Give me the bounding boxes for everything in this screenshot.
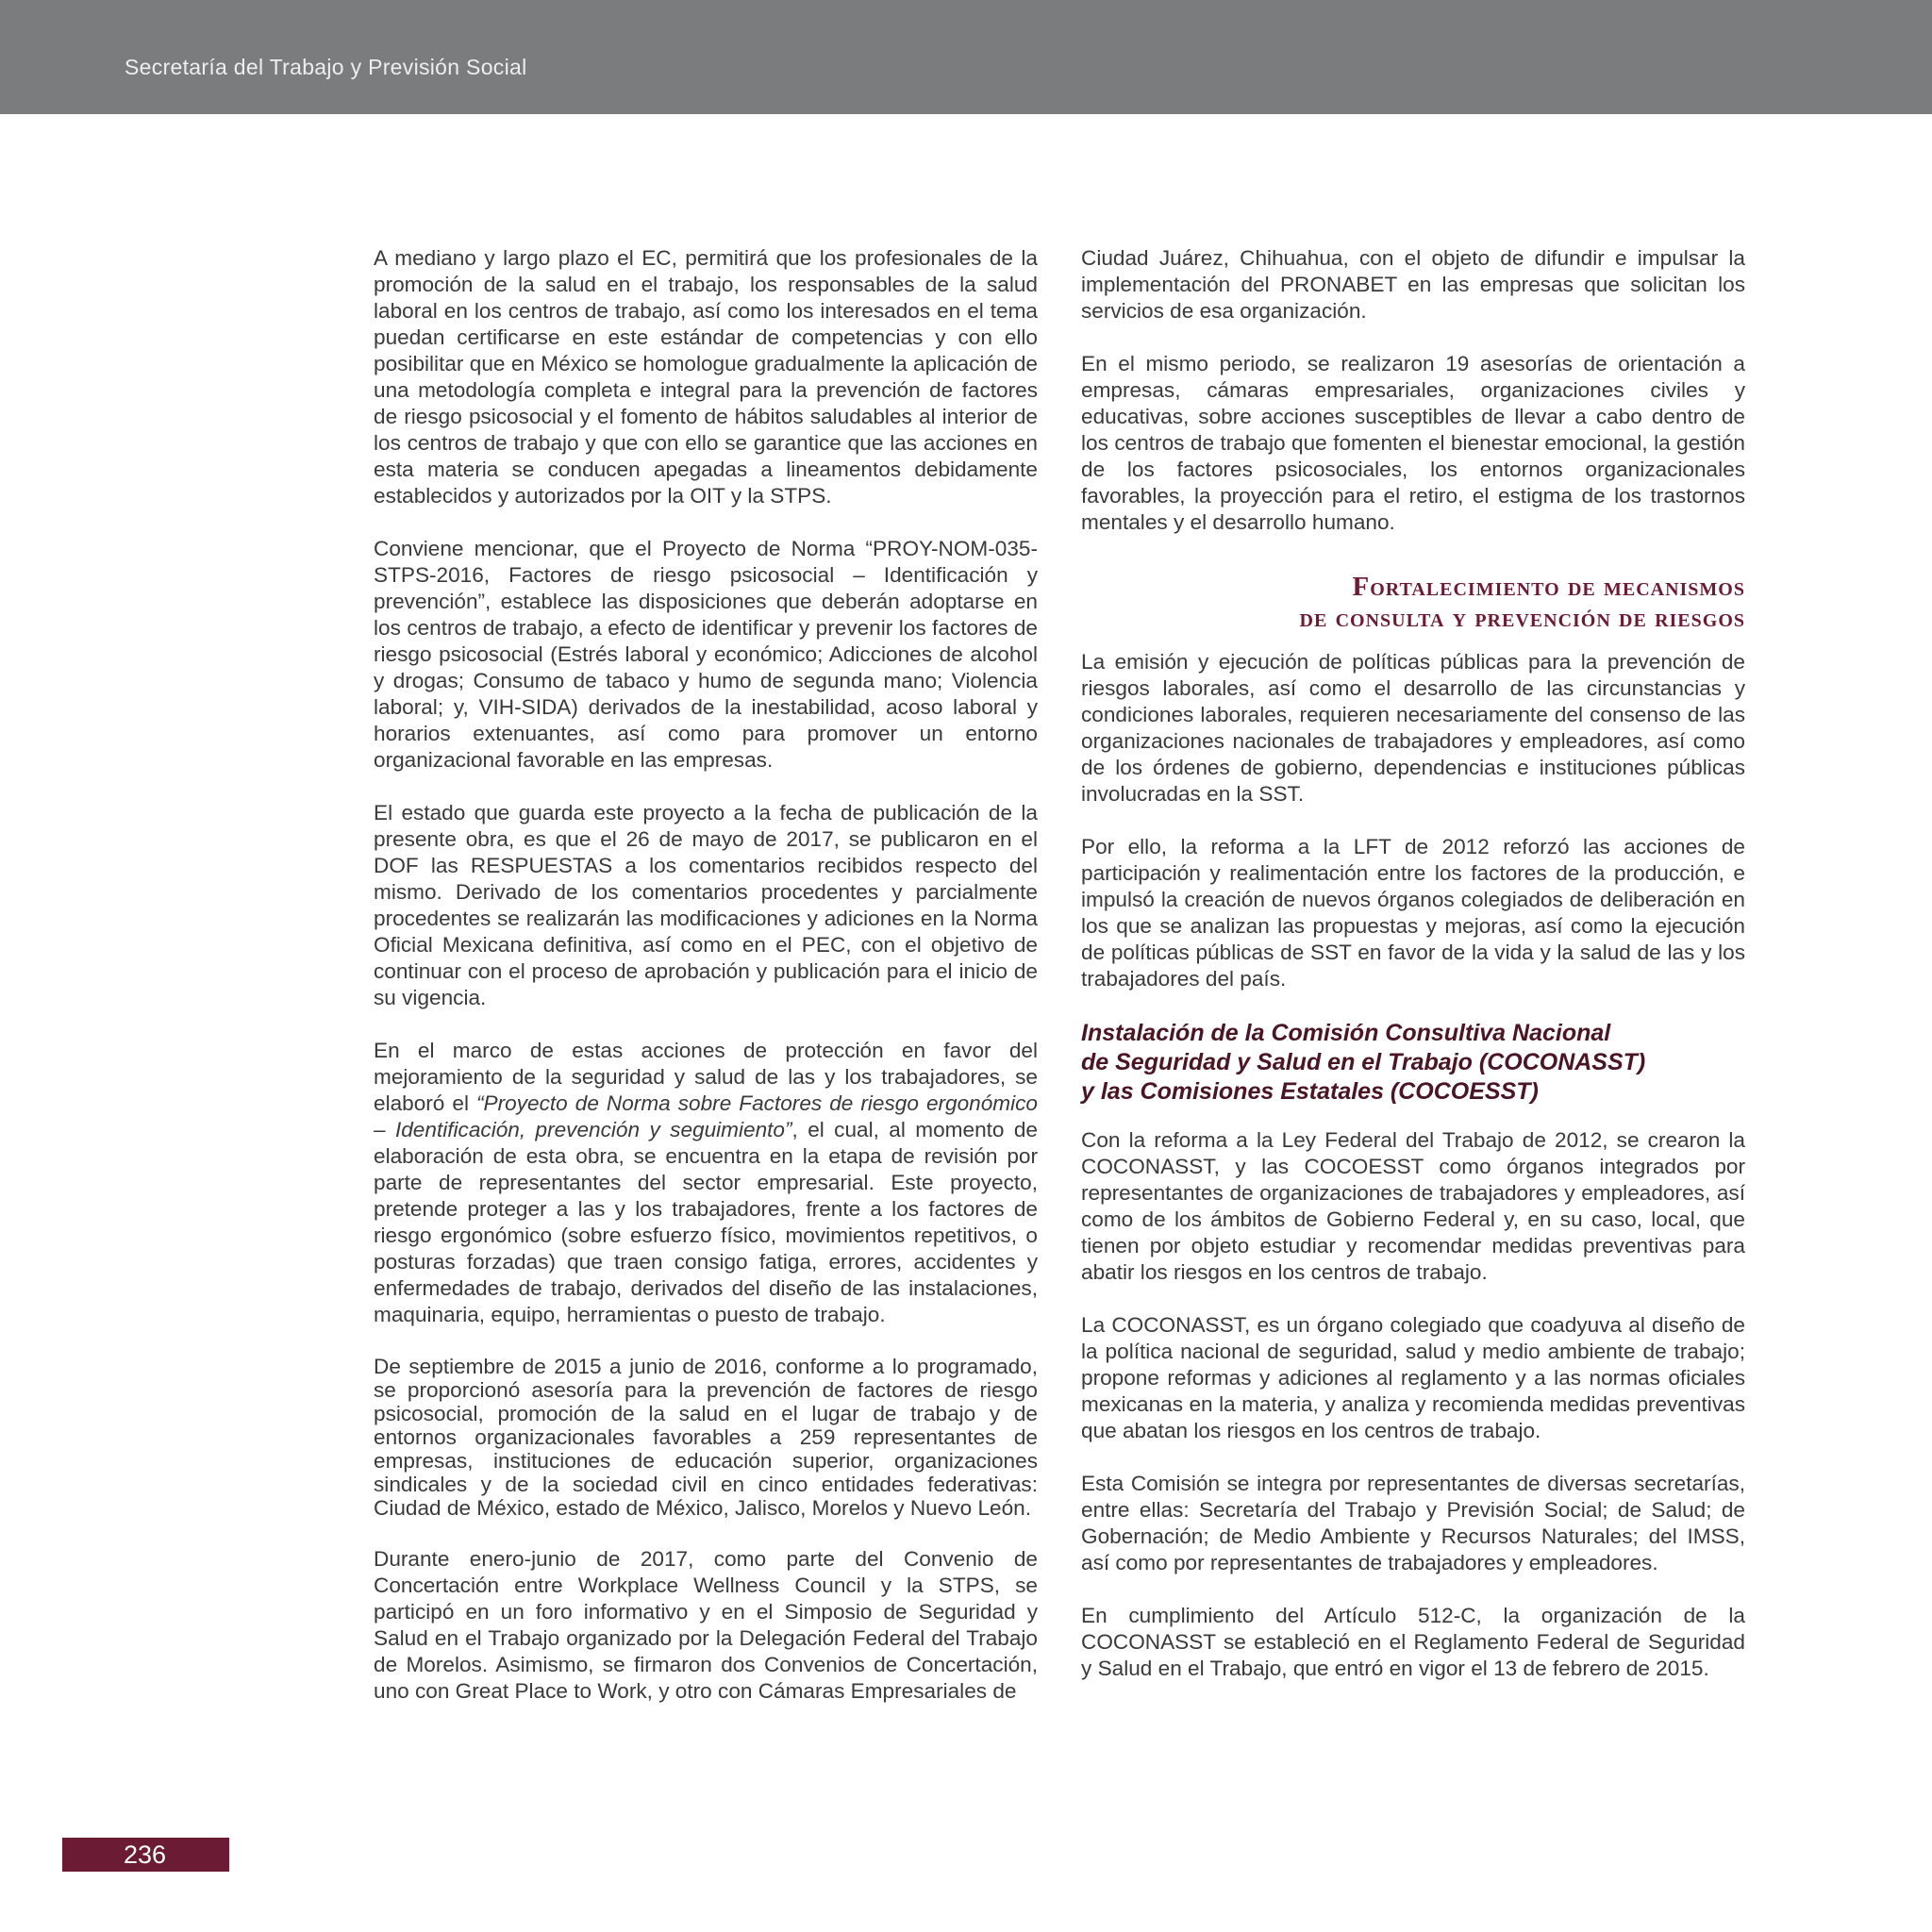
- paragraph: La emisión y ejecución de políticas públicas para la prevención de riesgos laborales, así como el desarrollo de las circunstancias y condiciones laborales, requieren necesariamente del consenso de las organizaciones nacionales de trabajadores y empleadores, así como de los órdenes de gobierno, dependencias e instituciones públicas involucradas en la SST.: [1081, 650, 1745, 806]
- paragraph: A mediano y largo plazo el EC, permitirá que los profesionales de la promoción de la salud en el trabajo, los responsables de la salud laboral en los centros de trabajo, así como los interesados en el tema puedan certificarse en este estándar de competencias y con ello posibilitar que en México se homologue gradualmente la aplicación de una metodología completa e integral para la prevención de factores de riesgo psicosocial y el fomento de hábitos saludables al interior de los centros de trabajo y que con ello se garantice que las acciones en esta materia se conducen apegadas a lineamentos debidamente establecidos y autorizados por la OIT y la STPS.: [374, 246, 1038, 508]
- paragraph: Por ello, la reforma a la LFT de 2012 reforzó las acciones de participación y realimentación entre los factores de la producción, e impulsó la creación de nuevos órganos colegiados de deliberación en los que se analizan las propuestas y mejoras, así como la ejecución de políticas públicas de SST en favor de la vida y la salud de las y los trabajadores del país.: [1081, 835, 1745, 991]
- section-title-line: de consulta y prevención de riesgos: [1299, 603, 1745, 633]
- paragraph: [374, 1038, 1038, 1328]
- subsection-title: [1081, 1019, 1745, 1107]
- paragraph-text: , el cual, al momento de elaboración de esta obra, se encuentra en la etapa de revisión por parte de representantes del sector empresarial. Este proyecto, pretende proteger a las y los trabajadores, frente a los factores de riesgo ergonómico (sobre esfuerzo físico, movimientos repetitivos, o posturas forzadas) que traen consigo fatiga, errores, accidentes y enfermedades de trabajo, derivados del diseño de las instalaciones, maquinaria, equipo, herramientas o puesto de trabajo.: [374, 1118, 1039, 1326]
- right-column: [1081, 245, 1745, 1708]
- paragraph: Durante enero-junio de 2017, como parte del Convenio de Concertación entre Workplace Wellness Council y la STPS, se participó en un foro informativo y en el Simposio de Seguridad y Salud en el Trabajo organizado por la Delegación Federal del Trabajo de Morelos. Asimismo, se firmaron dos Convenios de Concertación, uno con Great Place to Work, y otro con Cámaras Empresariales de: [374, 1547, 1038, 1703]
- header-title: Secretaría del Trabajo y Previsión Social: [125, 55, 527, 79]
- paragraph: La COCONASST, es un órgano colegiado que coadyuva al diseño de la política nacional de seguridad, salud y medio ambiente de trabajo; propone reformas y adiciones al reglamento y a las normas oficiales mexicanas en la materia, y analiza y recomienda medidas preventivas que abatan los riesgos en los centros de trabajo.: [1081, 1313, 1745, 1442]
- section-title-line: Fortalecimiento de mecanismos: [1352, 572, 1745, 602]
- paragraph: En el mismo periodo, se realizaron 19 asesorías de orientación a empresas, cámaras empresariales, organizaciones civiles y educativas, sobre acciones susceptibles de llevar a cabo dentro de los centros de trabajo que fomenten el bienestar emocional, la gestión de los factores psicosociales, los entornos organizacionales favorables, la proyección para el retiro, el estigma de los trastornos mentales y el desarrollo humano.: [1081, 352, 1745, 534]
- paragraph: Con la reforma a la Ley Federal del Trabajo de 2012, se crearon la COCONASST, y las COCOESST como órganos integrados por representantes de organizaciones de trabajadores y empleadores, así como de los ámbitos de Gobierno Federal y, en su caso, local, que tienen por objeto estudiar y recomendar medidas preventivas para abatir los riesgos en los centros de trabajo.: [1081, 1128, 1745, 1284]
- subsection-title-line: de Seguridad y Salud en el Trabajo (COCONASST): [1081, 1049, 1646, 1075]
- paragraph: Esta Comisión se integra por representantes de diversas secretarías, entre ellas: Secretaría del Trabajo y Previsión Social; de Salud; de Gobernación; de Medio Ambiente y Recursos Naturales; del IMSS, así como por representantes de trabajadores y empleadores.: [1081, 1472, 1745, 1574]
- paragraph-italic-text: “Proyecto de Norma sobre Factores de riesgo ergonómico – Identificación, prevención y seguimiento”: [374, 1091, 1039, 1141]
- paragraph: En cumplimiento del Artículo 512-C, la organización de la COCONASST se estableció en el Reglamento Federal de Seguridad y Salud en el Trabajo, que entró en vigor el 13 de febrero de 2015.: [1081, 1604, 1745, 1680]
- subsection-title-line: Instalación de la Comisión Consultiva Nacional: [1081, 1020, 1611, 1046]
- paragraph: Ciudad Juárez, Chihuahua, con el objeto de difundir e impulsar la implementación del PRONABET en las empresas que solicitan los servicios de esa organización.: [1081, 246, 1745, 323]
- paragraph: El estado que guarda este proyecto a la fecha de publicación de la presente obra, es que el 26 de mayo de 2017, se publicaron en el DOF las RESPUESTAS a los comentarios recibidos respecto del mismo. Derivado de los comentarios procedentes y parcialmente procedentes se realizarán las modificaciones y adiciones en la Norma Oficial Mexicana definitiva, así como en el PEC, con el objetivo de continuar con el proceso de aprobación y publicación para el inicio de su vigencia.: [374, 801, 1038, 1009]
- paragraph: Conviene mencionar, que el Proyecto de Norma “PROY-NOM-035-STPS-2016, Factores de riesgo psicosocial – Identificación y prevención”, establece las disposiciones que deberán adoptarse en los centros de trabajo, a efecto de identificar y prevenir los factores de riesgo psicosocial (Estrés laboral y económico; Adicciones de alcohol y drogas; Consumo de tabaco y humo de segunda mano; Violencia laboral; y, VIH-SIDA) derivados de la inestabilidad, acoso laboral y horarios extenuantes, así como para promover un entorno organizacional favorable en las empresas.: [374, 537, 1038, 772]
- page-number: 236: [124, 1840, 167, 1869]
- subsection-title-line: y las Comisiones Estatales (COCOESST): [1081, 1078, 1539, 1105]
- section-title: [1081, 572, 1745, 634]
- left-column: [374, 245, 1038, 1731]
- paragraph: De septiembre de 2015 a junio de 2016, conforme a lo programado, se proporcionó asesoría para la prevención de factores de riesgo psicosocial, promoción de la salud en el lugar de trabajo y de entornos organizacionales favorables a 259 representantes de empresas, instituciones de educación superior, organizaciones sindicales y de la sociedad civil en cinco entidades federativas: Ciudad de México, estado de México, Jalisco, Morelos y Nuevo León.: [374, 1355, 1038, 1520]
- paragraph-text: En el marco de estas acciones de protección en favor del mejoramiento de la seguridad y salud de las y los trabajadores, se elaboró el: [374, 1039, 1038, 1115]
